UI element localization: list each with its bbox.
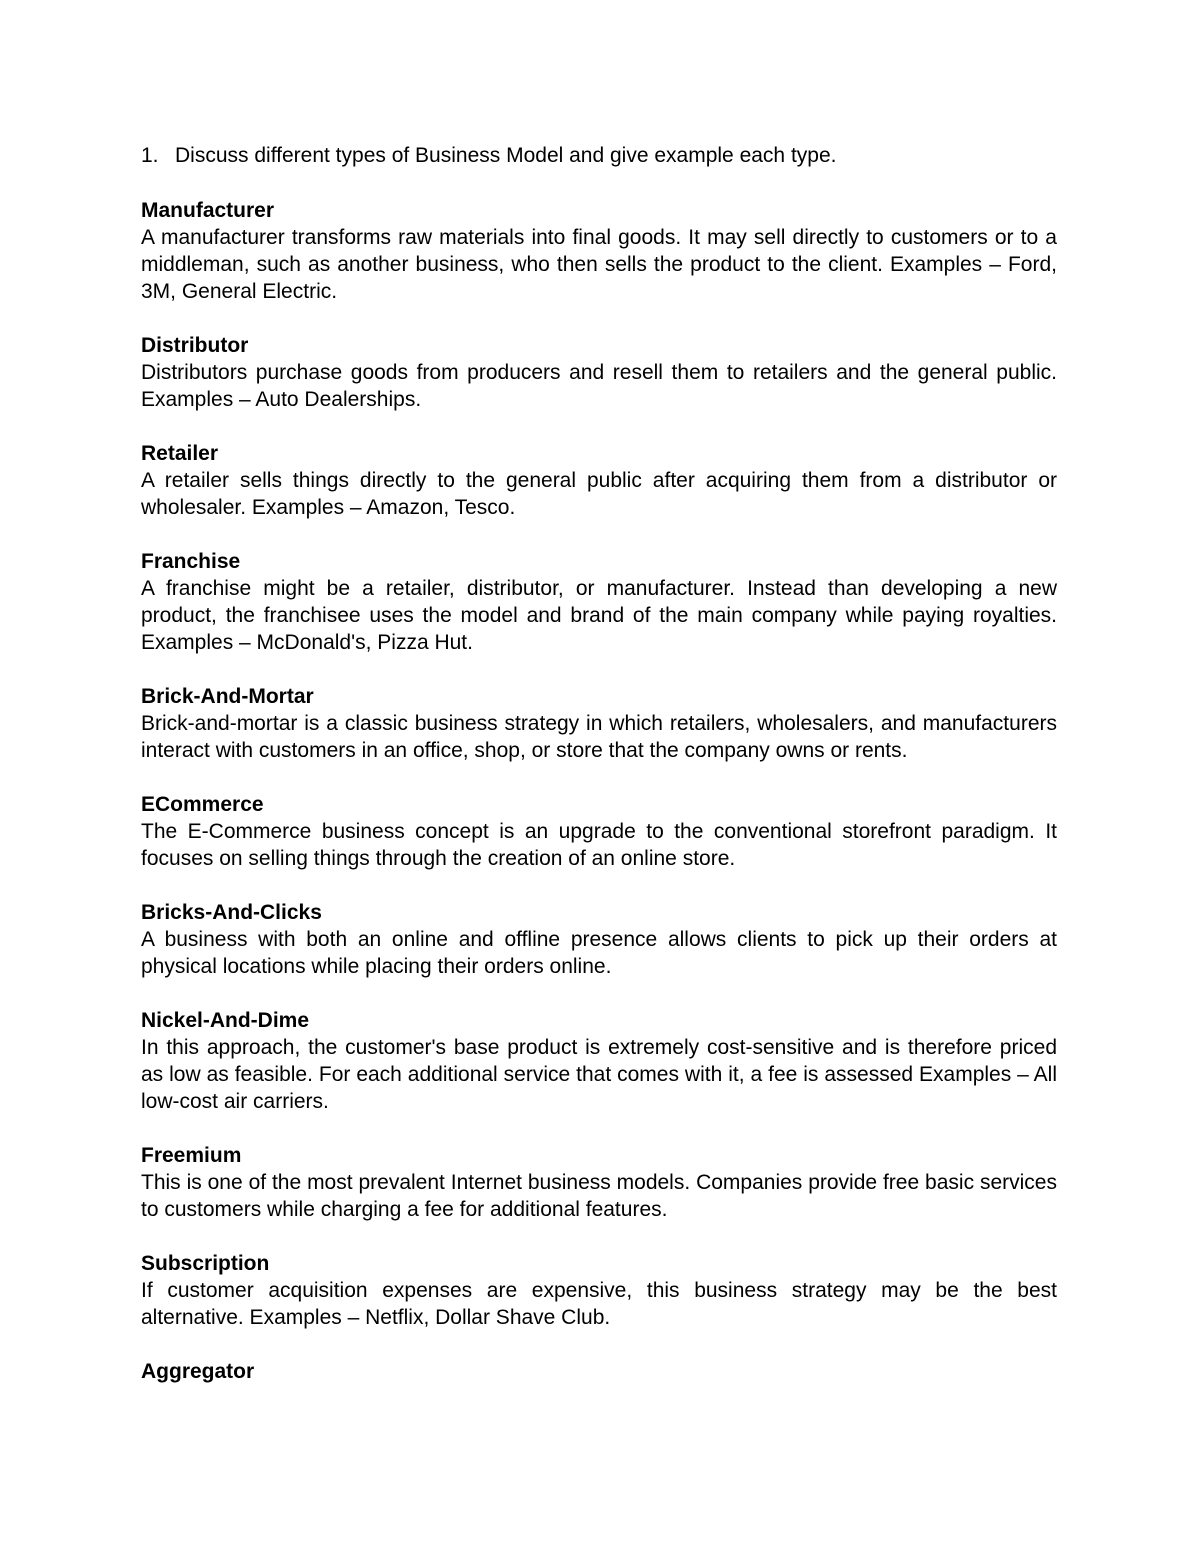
section-body: A business with both an online and offline presence allows clients to pick up their orders at physical locations while placing their orders online. [141, 928, 1057, 978]
section-ecommerce [141, 791, 1057, 872]
section-heading: Manufacturer [141, 199, 275, 222]
question [141, 142, 1057, 169]
section-body: This is one of the most prevalent Internet business models. Companies provide free basic services to customers while charging a fee for additional features. [141, 1171, 1057, 1221]
section-franchise [141, 548, 1057, 656]
section-body: In this approach, the customer's base product is extremely cost-sensitive and is therefore priced as low as feasible. For each additional service that comes with it, a fee is assessed Examples – All low-cost air carriers. [141, 1036, 1057, 1113]
document-page [141, 142, 1057, 1412]
section-heading: Distributor [141, 334, 249, 357]
section-heading: Retailer [141, 442, 219, 465]
section-heading: ECommerce [141, 793, 264, 816]
section-body: If customer acquisition expenses are expensive, this business strategy may be the best alternative. Examples – Netflix, Dollar Shave Club. [141, 1279, 1057, 1329]
section-body: A manufacturer transforms raw materials into final goods. It may sell directly to customers or to a middleman, such as another business, who then sells the product to the client. Examples – Ford, 3M, General Electric. [141, 226, 1057, 303]
section-subscription [141, 1250, 1057, 1331]
section-aggregator [141, 1358, 1057, 1385]
section-heading: Freemium [141, 1144, 242, 1167]
section-heading: Brick-And-Mortar [141, 685, 314, 708]
section-freemium [141, 1142, 1057, 1223]
section-heading: Nickel-And-Dime [141, 1009, 310, 1032]
section-body: Distributors purchase goods from producers and resell them to retailers and the general public. Examples – Auto Dealerships. [141, 361, 1057, 411]
question-text: Discuss different types of Business Model and give example each type. [175, 144, 837, 167]
section-retailer [141, 440, 1057, 521]
section-manufacturer [141, 197, 1057, 305]
section-heading: Subscription [141, 1252, 270, 1275]
section-distributor [141, 332, 1057, 413]
section-body: The E-Commerce business concept is an upgrade to the conventional storefront paradigm. It focuses on selling things through the creation of an online store. [141, 820, 1057, 870]
section-heading: Bricks-And-Clicks [141, 901, 322, 924]
section-nickel-and-dime [141, 1007, 1057, 1115]
section-bricks-and-clicks [141, 899, 1057, 980]
section-brick-and-mortar [141, 683, 1057, 764]
section-body: A franchise might be a retailer, distributor, or manufacturer. Instead than developing a new product, the franchisee uses the model and brand of the main company while paying royalties. Examples – McDonald's, Pizza Hut. [141, 577, 1057, 654]
question-number: 1. [141, 144, 159, 167]
section-body: Brick-and-mortar is a classic business strategy in which retailers, wholesalers, and manufacturers interact with customers in an office, shop, or store that the company owns or rents. [141, 712, 1057, 762]
section-heading: Aggregator [141, 1360, 255, 1383]
section-heading: Franchise [141, 550, 241, 573]
section-body: A retailer sells things directly to the general public after acquiring them from a distributor or wholesaler. Examples – Amazon, Tesco. [141, 469, 1057, 519]
